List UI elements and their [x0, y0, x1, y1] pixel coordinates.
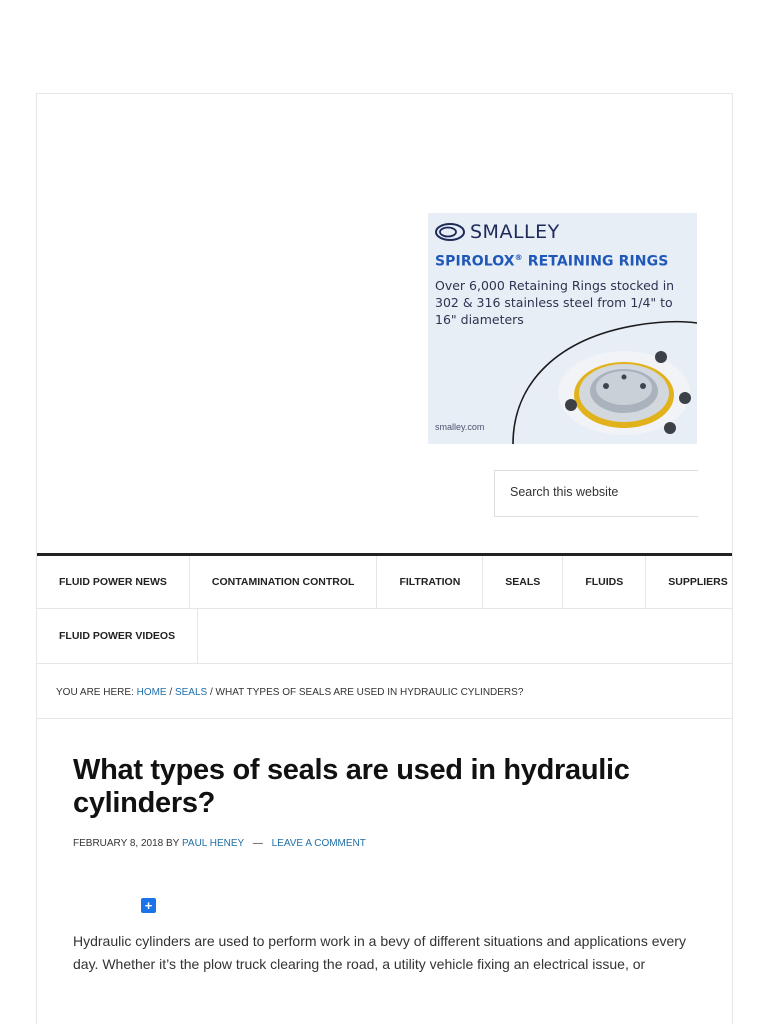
ad-brand: SMALLEY — [470, 221, 560, 243]
page-frame — [36, 93, 733, 1024]
nav-item-contamination-control[interactable]: CONTAMINATION CONTROL — [190, 556, 378, 608]
breadcrumb-current: WHAT TYPES OF SEALS ARE USED IN HYDRAULIC CYLINDERS? — [215, 687, 524, 698]
ad-product-mark: ® — [514, 253, 523, 262]
nav-item-fluid-power-news[interactable]: FLUID POWER NEWS — [37, 556, 190, 608]
nav-row-1 — [37, 556, 733, 609]
breadcrumb-prefix: YOU ARE HERE: — [56, 687, 134, 698]
article-author-link[interactable]: PAUL HENEY — [181, 838, 245, 849]
nav-item-suppliers[interactable]: SUPPLIERS — [646, 556, 733, 608]
article-title: What types of seals are used in hydraulic cylinders? — [73, 754, 630, 819]
article-body: Hydraulic cylinders are used to perform work in a bevy of different situations and applications every day. Whether it’s the plow truck clearing the road, a utility vehicle fixing an electrical issue, or — [73, 933, 686, 972]
meta-separator: — — [252, 838, 263, 849]
ad-product — [435, 253, 668, 270]
breadcrumb-home-link[interactable]: HOME — [136, 687, 167, 698]
article-meta — [73, 838, 366, 849]
nav-item-fluid-power-videos[interactable]: FLUID POWER VIDEOS — [37, 609, 198, 663]
breadcrumb-seals-link[interactable]: SEALS — [174, 687, 208, 698]
breadcrumb-separator: / — [169, 687, 173, 698]
search-input[interactable]: Search this website — [494, 470, 698, 517]
article-date: FEBRUARY 8, 2018 — [73, 838, 164, 849]
ad-copy: Over 6,000 Retaining Rings stocked in 302 & 316 stainless steel from 1/4" to 16" diameters — [435, 278, 675, 327]
breadcrumb — [37, 664, 733, 719]
nav-item-seals[interactable]: SEALS — [483, 556, 563, 608]
plus-square-icon[interactable]: + — [141, 898, 156, 913]
ad-product-name: SPIROLOX — [435, 253, 515, 270]
ad-logo — [434, 221, 560, 243]
retaining-ring-illustration — [428, 213, 697, 444]
breadcrumb-separator: / — [209, 687, 213, 698]
article-by: BY — [166, 838, 180, 849]
primary-navigation — [37, 553, 733, 664]
smalley-logo-icon — [434, 221, 466, 243]
leave-comment-link[interactable]: LEAVE A COMMENT — [271, 838, 366, 849]
nav-item-fluids[interactable]: FLUIDS — [563, 556, 646, 608]
ad-url: smalley.com — [435, 422, 485, 432]
smalley-advertisement[interactable] — [428, 213, 697, 444]
ad-product-suffix: RETAINING RINGS — [522, 253, 669, 270]
nav-item-filtration[interactable]: FILTRATION — [377, 556, 483, 608]
nav-row-2 — [37, 609, 733, 664]
